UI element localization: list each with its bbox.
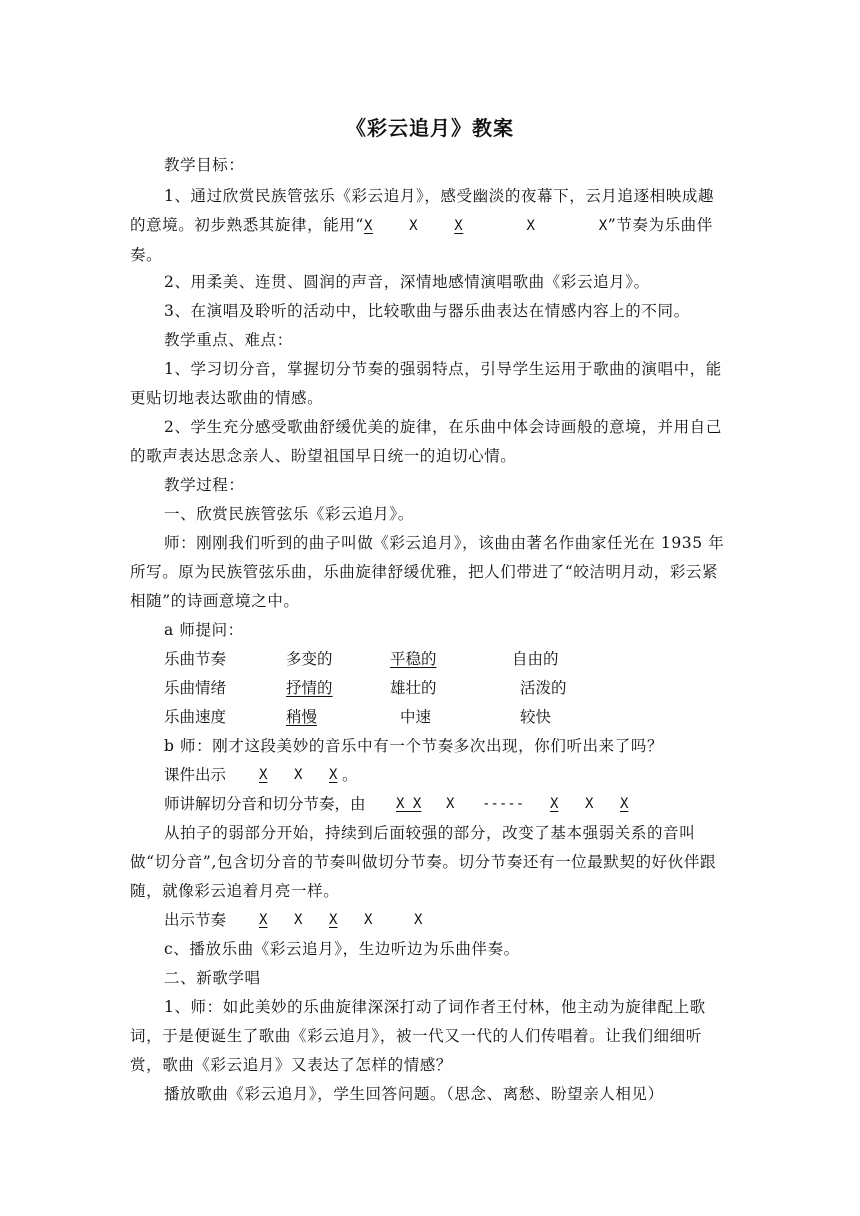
rhythm-dashes: ----- xyxy=(482,796,525,812)
rhythm-note: X xyxy=(446,796,455,812)
rhythm-note: X xyxy=(294,767,303,783)
course-label: 课件出示 xyxy=(164,766,227,784)
goal-1-tail: ”节奏为乐曲伴奏。 xyxy=(130,216,713,264)
teacher-intro: 师：刚刚我们听到的曲子叫做《彩云追月》，该曲由著名作曲家任光在 1935 年所写。原为民族管弦乐曲，乐曲旋律舒缓优雅，把人们带进了“皎洁明月动，彩云紧相随”的诗画意境之中。 xyxy=(130,534,725,610)
key-heading: 教学重点、难点： xyxy=(164,331,293,349)
show-label: 出示节奏 xyxy=(164,911,227,929)
goal-1 xyxy=(130,182,730,269)
rhythm-note: X xyxy=(620,796,629,812)
goal-3: 3、在演唱及聆听的活动中，比较歌曲与器乐曲表达在情感内容上的不同。 xyxy=(164,302,690,320)
table-row xyxy=(164,703,764,732)
explain-line xyxy=(164,790,764,819)
rhythm-note: X xyxy=(363,218,373,234)
goal-1-rhythm xyxy=(364,218,608,234)
rhythm-note: X xyxy=(585,796,594,812)
option-selected: 抒情的 xyxy=(286,679,333,697)
explain-text: 师讲解切分音和切分节奏，由 xyxy=(164,795,366,813)
goal-2: 2、用柔美、连贯、圆润的声音，深情地感情演唱歌曲《彩云追月》。 xyxy=(164,273,650,291)
table-row xyxy=(164,674,764,703)
rhythm-note: X xyxy=(414,912,423,928)
course-rhythm-line xyxy=(164,761,764,790)
goal-1-text: 1、通过欣赏民族管弦乐《彩云追月》，感受幽淡的夜幕下，云月追逐相映成趣的意境。初步熟悉其旋律，能用“ xyxy=(130,187,715,234)
rhythm-note: X xyxy=(259,767,268,783)
rhythm-note: X xyxy=(329,767,338,783)
play-song: 播放歌曲《彩云追月》，学生回答问题。（思念、离愁、盼望亲人相见） xyxy=(164,1085,664,1103)
rhythm-period: 。 xyxy=(342,766,358,784)
option-selected: 平稳的 xyxy=(390,650,437,668)
key-1: 1、学习切分音，掌握切分节奏的强弱特点，引导学生运用于歌曲的演唱中，能更贴切地表达歌曲的情感。 xyxy=(130,360,722,407)
rhythm-note: X xyxy=(550,796,559,812)
table-row xyxy=(164,645,764,674)
rhythm-note: X xyxy=(364,912,373,928)
rhythm-note: X xyxy=(329,912,338,928)
option: 较快 xyxy=(520,708,552,726)
document-title: 《彩云追月》教案 xyxy=(346,116,514,140)
process-1: 一、欣赏民族管弦乐《彩云追月》。 xyxy=(164,505,414,523)
rhythm-note: X xyxy=(294,912,303,928)
new-song-heading: 二、新歌学唱 xyxy=(164,969,261,987)
question-a: a 师提问： xyxy=(164,621,244,639)
key-2: 2、学生充分感受歌曲舒缓优美的旋律，在乐曲中体会诗画般的意境，并用自己的歌声表达思念亲人、盼望祖国早日统一的迫切心情。 xyxy=(130,418,722,465)
rhythm-note: X xyxy=(454,218,464,234)
show-rhythm-line xyxy=(164,906,764,935)
option: 活泼的 xyxy=(520,679,567,697)
rhythm-note: X X xyxy=(396,796,422,812)
option: 雄壮的 xyxy=(390,679,437,697)
question-b: b 师：刚才这段美妙的音乐中有一个节奏多次出现，你们听出来了吗？ xyxy=(164,737,664,755)
option: 多变的 xyxy=(286,650,333,668)
play-instruction-c: c、播放乐曲《彩云追月》，生边听边为乐曲伴奏。 xyxy=(164,940,520,958)
option: 自由的 xyxy=(512,650,559,668)
new-song-1: 1、师：如此美妙的乐曲旋律深深打动了词作者王付林，他主动为旋律配上歌词，于是便诞生了歌曲《彩云追月》，被一代又一代的人们传唱着。让我们细细听赏，歌曲《彩云追月》又表达了怎样的情感？ xyxy=(130,998,706,1074)
row-label: 乐曲速度 xyxy=(164,708,227,726)
row-label: 乐曲情绪 xyxy=(164,679,227,697)
rhythm-note: X xyxy=(526,218,536,234)
row-label: 乐曲节奏 xyxy=(164,650,227,668)
goal-heading: 教学目标： xyxy=(164,156,245,174)
rhythm-note: X xyxy=(259,912,268,928)
rhythm-note: X xyxy=(598,218,608,234)
option: 中速 xyxy=(400,708,432,726)
option-selected: 稍慢 xyxy=(286,708,318,726)
syncopation-explanation: 从拍子的弱部分开始，持续到后面较强的部分，改变了基本强弱关系的音叫做“切分音”,包含切分音的节奏叫做切分节奏。切分节奏还有一位最默契的好伙伴跟随，就像彩云追着月亮一样。 xyxy=(130,824,717,900)
process-heading: 教学过程： xyxy=(164,476,245,494)
rhythm-note: X xyxy=(409,218,419,234)
